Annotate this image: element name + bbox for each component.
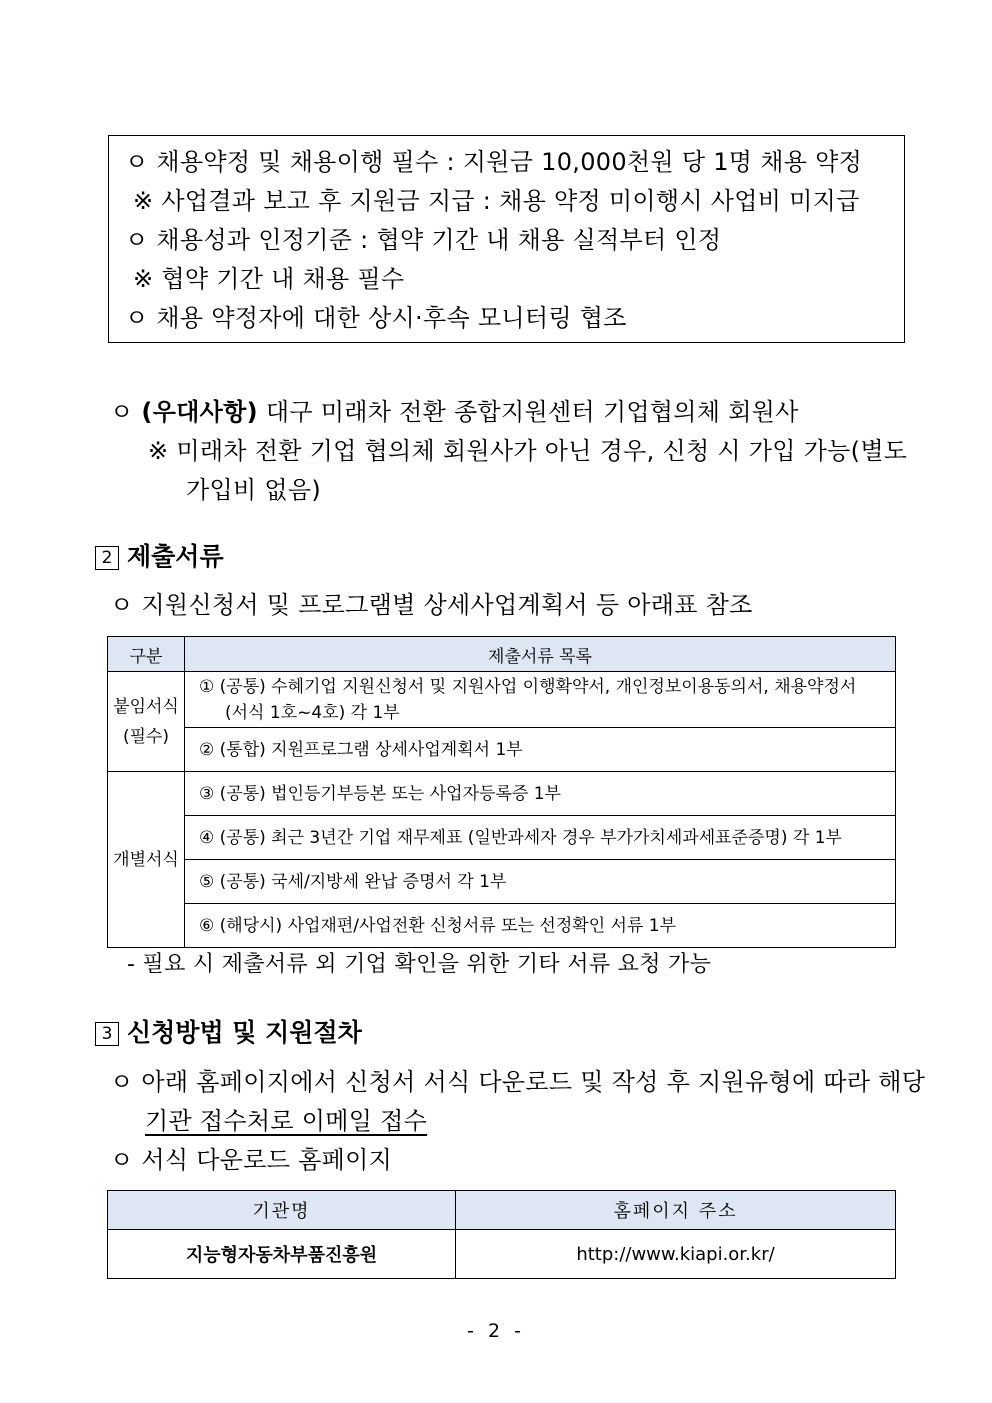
category-required-line-1: 붙임서식 [113, 696, 179, 717]
document-item-5: ⑤ (공통) 국세/지방세 완납 증명서 각 1부 [185, 860, 896, 904]
preference-label: (우대사항) [141, 398, 258, 426]
section-3-paragraph-1-line-2: 기관 접수처로 이메일 접수 [145, 1107, 428, 1135]
condition-line-5: ㅇ 채용 약정자에 대한 상시·후속 모니터링 협조 [125, 304, 627, 332]
section-3-paragraph-1-line-1: ㅇ 아래 홈페이지에서 신청서 서식 다운로드 및 작성 후 지원유형에 따라 해당 [110, 1068, 926, 1096]
category-required [108, 672, 185, 772]
document-item-1-line-2: (서식 1호~4호) 각 1부 [225, 702, 400, 723]
section-3-paragraph-2: ㅇ 서식 다운로드 홈페이지 [110, 1146, 393, 1174]
document-item-4: ④ (공통) 최근 3년간 기업 재무제표 (일반과세자 경우 부가가치세과세표준증명) 각 1부 [185, 816, 896, 860]
section-2-heading [95, 537, 224, 573]
header-homepage: 홈페이지 주소 [456, 1191, 896, 1230]
section-2-intro: ㅇ 지원신청서 및 프로그램별 상세사업계획서 등 아래표 참조 [110, 591, 753, 619]
category-individual: 개별서식 [108, 772, 185, 948]
category-required-line-2: (필수) [122, 726, 170, 747]
table-header-row [108, 1191, 896, 1230]
table-row [108, 772, 896, 816]
condition-line-1: ㅇ 채용약정 및 채용이행 필수 : 지원금 10,000천원 당 1명 채용 약정 [125, 148, 863, 176]
condition-line-4: ※ 협약 기간 내 채용 필수 [133, 265, 405, 293]
document-item-2: ② (통합) 지원프로그램 상세사업계획서 1부 [185, 728, 896, 772]
preference-note-line-1: ※ 미래차 전환 기업 협의체 회원사가 아닌 경우, 신청 시 가입 가능(별도 [148, 437, 908, 465]
preference-text: 대구 미래차 전환 종합지원센터 기업협의체 회원사 [257, 398, 799, 426]
section-2-footnote: - 필요 시 제출서류 외 기업 확인을 위한 기타 서류 요청 가능 [127, 952, 712, 977]
document-item-1-line-1: ① (공통) 수혜기업 지원신청서 및 지원사업 이행확약서, 개인정보이용동의서, 채용약정서 [199, 676, 857, 697]
header-documents: 제출서류 목록 [185, 637, 896, 672]
header-category: 구분 [108, 637, 185, 672]
header-organization: 기관명 [108, 1191, 456, 1230]
table-row [108, 860, 896, 904]
preference-line [110, 396, 799, 428]
table-row [108, 672, 896, 728]
document-item-1 [185, 672, 896, 728]
document-item-3: ③ (공통) 법인등기부등본 또는 사업자등록증 1부 [185, 772, 896, 816]
section-3-heading [95, 1013, 362, 1049]
condition-line-2: ※ 사업결과 보고 후 지원금 지급 : 채용 약정 미이행시 사업비 미지급 [133, 187, 860, 215]
condition-line-3: ㅇ 채용성과 인정기준 : 협약 기간 내 채용 실적부터 인정 [125, 226, 722, 254]
table-header-row [108, 637, 896, 672]
page-number: - 2 - [467, 1320, 525, 1342]
document-item-6: ⑥ (해당시) 사업재편/사업전환 신청서류 또는 선정확인 서류 1부 [185, 904, 896, 948]
homepage-url[interactable]: http://www.kiapi.or.kr/ [456, 1230, 896, 1279]
documents-table [107, 636, 896, 948]
section-2-number: 2 [95, 546, 119, 570]
organization-name: 지능형자동차부품진흥원 [108, 1230, 456, 1279]
section-2-title: 제출서류 [127, 542, 224, 571]
table-row [108, 904, 896, 948]
table-row [108, 728, 896, 772]
table-row [108, 1230, 896, 1279]
section-3-number: 3 [95, 1022, 119, 1046]
preference-note-line-2: 가입비 없음) [186, 476, 322, 504]
preference-bullet: ㅇ [110, 398, 134, 426]
table-row [108, 816, 896, 860]
homepage-table [107, 1190, 896, 1279]
section-3-title: 신청방법 및 지원절차 [127, 1018, 362, 1047]
